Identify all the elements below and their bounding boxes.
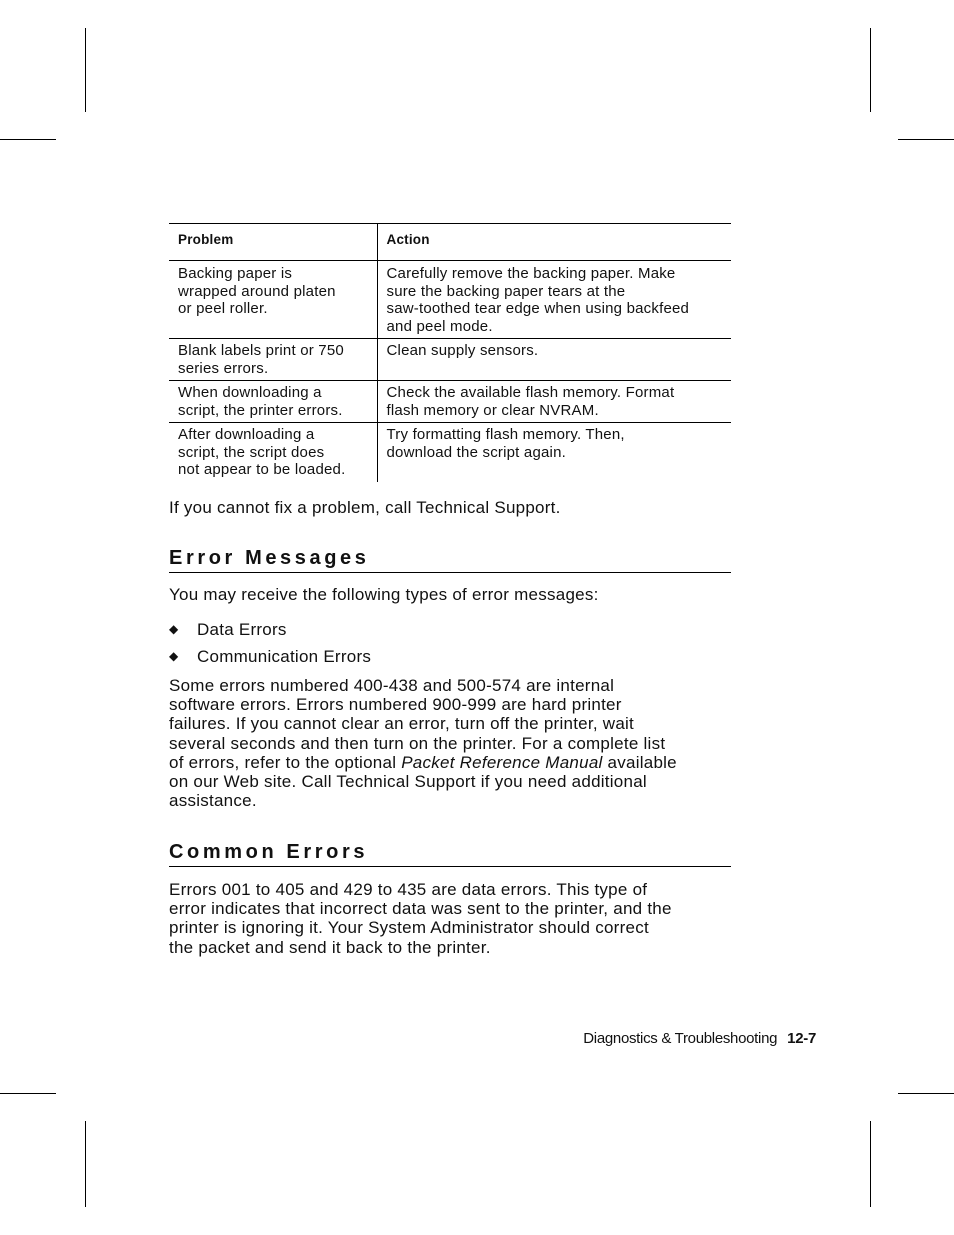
text-line: of errors, refer to the optional — [169, 752, 402, 772]
error-numbers-paragraph — [169, 676, 731, 811]
page-number: 12-7 — [787, 1030, 816, 1047]
diamond-icon: ◆ — [169, 649, 179, 664]
action-cell — [377, 339, 731, 381]
data-errors-paragraph — [169, 880, 731, 957]
action-cell — [377, 423, 731, 482]
cell-line: Carefully remove the backing paper. Make — [386, 265, 676, 282]
text-line: the packet and send it back to the printer. — [169, 937, 491, 957]
section-heading-error-messages: Error Messages — [169, 546, 731, 573]
text-line: several seconds and then turn on the printer. For a complete list — [169, 733, 666, 753]
problem-cell — [169, 381, 377, 423]
crop-mark — [0, 1093, 56, 1094]
text-line: printer is ignoring it. Your System Administrator should correct — [169, 918, 649, 938]
error-types-intro: You may receive the following types of error messages: — [169, 584, 599, 604]
table-row — [169, 381, 731, 423]
support-note: If you cannot fix a problem, call Technical Support. — [169, 497, 561, 517]
crop-mark — [898, 139, 954, 140]
section-heading-common-errors: Common Errors — [169, 840, 731, 867]
cell-line: script, the printer errors. — [178, 401, 343, 419]
table-header-row — [169, 224, 731, 261]
cell-line: flash memory or clear NVRAM. — [386, 401, 599, 419]
problem-cell — [169, 339, 377, 381]
list-item — [169, 620, 731, 639]
column-header-problem: Problem — [169, 224, 377, 261]
cell-line: Try formatting flash memory. Then, — [386, 426, 625, 443]
list-item-label: Communication Errors — [197, 647, 372, 667]
table-row — [169, 423, 731, 482]
crop-mark — [0, 139, 56, 140]
column-header-action: Action — [386, 232, 430, 247]
footer-section-title: Diagnostics & Troubleshooting — [583, 1030, 778, 1047]
page-content — [169, 223, 731, 957]
cell-line: series errors. — [178, 359, 269, 377]
cell-line: When downloading a — [178, 384, 322, 401]
action-cell — [377, 381, 731, 423]
text-line: Errors 001 to 405 and 429 to 435 are data errors. This type of — [169, 879, 648, 899]
text-line: available — [602, 752, 677, 772]
manual-title: Packet Reference Manual — [401, 752, 603, 772]
cell-line: script, the script does — [178, 443, 325, 461]
cell-line: saw-toothed tear edge when using backfeed — [386, 300, 690, 317]
cell-line: or peel roller. — [178, 300, 268, 317]
action-cell — [377, 261, 731, 339]
cell-line: download the script again. — [386, 443, 566, 461]
crop-mark — [870, 28, 871, 112]
text-line: failures. If you cannot clear an error, turn off the printer, wait — [169, 714, 635, 734]
cell-line: Clean supply sensors. — [386, 342, 539, 359]
crop-mark — [870, 1121, 871, 1207]
error-types-list — [169, 620, 731, 667]
list-item-label: Data Errors — [197, 620, 287, 640]
troubleshooting-table — [169, 223, 731, 482]
cell-line: Check the available flash memory. Format — [386, 384, 675, 401]
crop-mark — [85, 1121, 86, 1207]
table-row — [169, 261, 731, 339]
crop-mark — [85, 28, 86, 112]
list-item — [169, 647, 731, 666]
cell-line: Blank labels print or 750 — [178, 342, 344, 359]
text-line: on our Web site. Call Technical Support if you need additional — [169, 772, 647, 792]
cell-line: Backing paper is — [178, 265, 293, 282]
cell-line: sure the backing paper tears at the — [386, 282, 626, 300]
text-line: Some errors numbered 400-438 and 500-574 are internal — [169, 675, 615, 695]
cell-line: After downloading a — [178, 426, 315, 443]
cell-line: not appear to be loaded. — [178, 461, 346, 478]
text-line: software errors. Errors numbered 900-999 are hard printer — [169, 694, 622, 714]
table-row — [169, 339, 731, 381]
problem-cell — [169, 261, 377, 339]
text-line: assistance. — [169, 791, 257, 811]
cell-line: wrapped around platen — [178, 282, 336, 300]
cell-line: and peel mode. — [386, 317, 493, 335]
problem-cell — [169, 423, 377, 482]
text-line: error indicates that incorrect data was sent to the printer, and the — [169, 899, 672, 919]
page-footer — [520, 1030, 816, 1047]
diamond-icon: ◆ — [169, 622, 179, 637]
crop-mark — [898, 1093, 954, 1094]
